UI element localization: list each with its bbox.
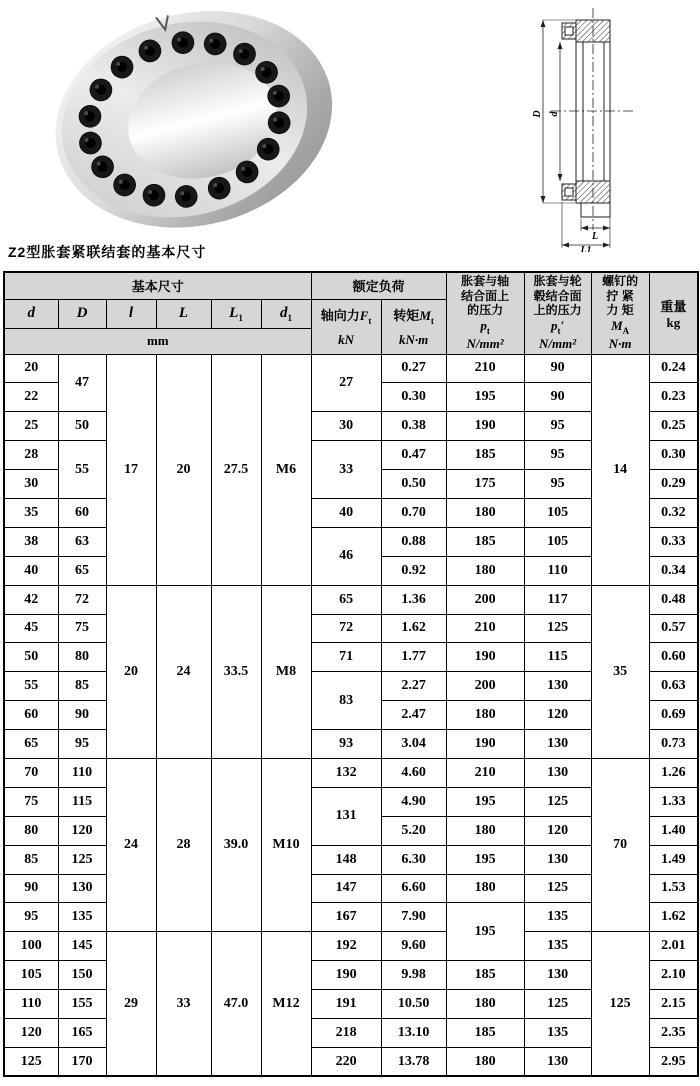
header-line: 轴向力 bbox=[320, 307, 360, 323]
symbol-ft: F bbox=[359, 307, 369, 323]
table-cell: 65 bbox=[58, 556, 106, 585]
table-cell: 0.33 bbox=[649, 527, 698, 556]
header-pressure-hub bbox=[524, 272, 591, 354]
table-cell: 9.98 bbox=[381, 961, 446, 990]
table-cell: 1.33 bbox=[649, 787, 698, 816]
dim-label-L1: L1 bbox=[580, 245, 592, 252]
table-cell: 110 bbox=[4, 990, 58, 1019]
table-cell: 1.62 bbox=[649, 903, 698, 932]
table-cell: 135 bbox=[58, 903, 106, 932]
table-cell: 0.48 bbox=[649, 585, 698, 614]
technical-drawing bbox=[505, 0, 697, 252]
page-title: Z2型胀套紧联结套的基本尺寸 bbox=[8, 244, 207, 260]
table-cell: 175 bbox=[446, 470, 524, 499]
table-cell: 35 bbox=[591, 585, 649, 758]
table-cell: 2.95 bbox=[649, 1047, 698, 1076]
table-cell: 210 bbox=[446, 354, 524, 383]
table-cell: 167 bbox=[311, 903, 381, 932]
table-cell: 13.78 bbox=[381, 1047, 446, 1076]
table-cell: 27.5 bbox=[211, 354, 261, 585]
table-cell: 220 bbox=[311, 1047, 381, 1076]
symbol-pt-prime: p bbox=[551, 317, 558, 333]
table-cell: 180 bbox=[446, 990, 524, 1019]
table-cell: 85 bbox=[4, 845, 58, 874]
table-cell: 50 bbox=[4, 643, 58, 672]
table-cell: 0.38 bbox=[381, 412, 446, 441]
table-cell: 190 bbox=[311, 961, 381, 990]
table-cell: 185 bbox=[446, 441, 524, 470]
table-cell: 191 bbox=[311, 990, 381, 1019]
table-cell: 60 bbox=[4, 701, 58, 730]
table-cell: 75 bbox=[58, 614, 106, 643]
table-cell: 47 bbox=[58, 354, 106, 412]
table-cell: 2.35 bbox=[649, 1018, 698, 1047]
header-pressure-shaft bbox=[446, 272, 524, 354]
unit-label: N/mm² bbox=[539, 336, 577, 352]
dim-label-L: L bbox=[591, 231, 599, 242]
table-cell: 90 bbox=[4, 874, 58, 903]
table-cell: 180 bbox=[446, 556, 524, 585]
table-cell: 75 bbox=[4, 787, 58, 816]
table-cell: 190 bbox=[446, 643, 524, 672]
table-cell: 210 bbox=[446, 758, 524, 787]
table-cell: 72 bbox=[58, 585, 106, 614]
table-cell: 130 bbox=[524, 672, 591, 701]
table-cell: 80 bbox=[58, 643, 106, 672]
table-cell: 47.0 bbox=[211, 932, 261, 1076]
table-cell: 65 bbox=[4, 730, 58, 759]
header-line: 螺钉的 bbox=[602, 274, 639, 289]
header-rated-load: 额定负荷 bbox=[311, 272, 446, 299]
table-cell: 13.10 bbox=[381, 1018, 446, 1047]
table-cell: 9.60 bbox=[381, 932, 446, 961]
table-cell: 0.70 bbox=[381, 498, 446, 527]
table-cell: 17 bbox=[106, 354, 156, 585]
table-cell: 105 bbox=[524, 498, 591, 527]
table-cell: 65 bbox=[311, 585, 381, 614]
table-cell: 130 bbox=[524, 758, 591, 787]
table-cell: 6.30 bbox=[381, 845, 446, 874]
table-cell: 33.5 bbox=[211, 585, 261, 758]
table-cell: 20 bbox=[156, 354, 211, 585]
table-cell: 95 bbox=[524, 441, 591, 470]
symbol-ma: M bbox=[611, 317, 623, 333]
table-cell: 22 bbox=[4, 383, 58, 412]
table-cell: 180 bbox=[446, 701, 524, 730]
table-cell: 218 bbox=[311, 1018, 381, 1047]
table-cell: 5.20 bbox=[381, 816, 446, 845]
table-cell: 0.23 bbox=[649, 383, 698, 412]
symbol-sub: 1 bbox=[238, 313, 243, 324]
table-cell: 20 bbox=[106, 585, 156, 758]
table-cell: 30 bbox=[311, 412, 381, 441]
table-cell: 0.34 bbox=[649, 556, 698, 585]
table-cell: 100 bbox=[4, 932, 58, 961]
table-cell: 24 bbox=[106, 758, 156, 931]
table-cell: 55 bbox=[4, 672, 58, 701]
table-row bbox=[4, 354, 698, 383]
table-cell: 7.90 bbox=[381, 903, 446, 932]
table-cell: 24 bbox=[156, 585, 211, 758]
table-cell: 150 bbox=[58, 961, 106, 990]
table-cell: 130 bbox=[524, 730, 591, 759]
table-cell: 33 bbox=[311, 441, 381, 499]
symbol-sub: t bbox=[430, 316, 434, 327]
table-cell: 55 bbox=[58, 441, 106, 499]
table-cell: 95 bbox=[524, 412, 591, 441]
symbol-sub: t bbox=[486, 326, 490, 337]
table-cell: 70 bbox=[591, 758, 649, 931]
dim-label-d: d bbox=[549, 111, 560, 117]
table-cell: M8 bbox=[261, 585, 311, 758]
table-cell: 0.27 bbox=[381, 354, 446, 383]
table-cell: 70 bbox=[4, 758, 58, 787]
table-cell: 185 bbox=[446, 961, 524, 990]
table-cell: 115 bbox=[58, 787, 106, 816]
table-cell: 33 bbox=[156, 932, 211, 1076]
table-cell: 39.0 bbox=[211, 758, 261, 931]
table-cell: 110 bbox=[524, 556, 591, 585]
table-cell: 120 bbox=[58, 816, 106, 845]
table-row bbox=[4, 585, 698, 614]
table-cell: 50 bbox=[58, 412, 106, 441]
header-axial-force bbox=[311, 299, 381, 354]
symbol-mt: M bbox=[419, 307, 431, 323]
table-cell: 2.01 bbox=[649, 932, 698, 961]
unit-label: N/mm² bbox=[466, 336, 504, 352]
table-cell: 80 bbox=[4, 816, 58, 845]
header-col-L: L bbox=[156, 299, 211, 328]
header-screw-torque bbox=[591, 272, 649, 354]
table-cell: 2.27 bbox=[381, 672, 446, 701]
table-cell: 125 bbox=[524, 787, 591, 816]
table-cell: 180 bbox=[446, 816, 524, 845]
spec-table bbox=[3, 271, 699, 1077]
table-cell: 115 bbox=[524, 643, 591, 672]
table-cell: 130 bbox=[524, 961, 591, 990]
table-cell: 2.10 bbox=[649, 961, 698, 990]
table-cell: 180 bbox=[446, 874, 524, 903]
table-cell: 85 bbox=[58, 672, 106, 701]
table-cell: 185 bbox=[446, 1018, 524, 1047]
table-cell: 0.88 bbox=[381, 527, 446, 556]
header-line: 胀套与轴 bbox=[461, 274, 510, 289]
table-cell: 1.62 bbox=[381, 614, 446, 643]
table-cell: 6.60 bbox=[381, 874, 446, 903]
table-cell: 40 bbox=[4, 556, 58, 585]
unit-label: kN bbox=[338, 332, 355, 348]
table-cell: 185 bbox=[446, 527, 524, 556]
table-cell: 195 bbox=[446, 383, 524, 412]
table-cell: 0.50 bbox=[381, 470, 446, 499]
symbol-L1: L bbox=[229, 304, 239, 321]
table-cell: 35 bbox=[4, 498, 58, 527]
table-cell: 180 bbox=[446, 1047, 524, 1076]
table-cell: 0.92 bbox=[381, 556, 446, 585]
header-torque bbox=[381, 299, 446, 354]
table-cell: 130 bbox=[58, 874, 106, 903]
header-unit-mm: mm bbox=[4, 328, 311, 354]
table-cell: 0.30 bbox=[381, 383, 446, 412]
unit-label: kg bbox=[666, 314, 681, 330]
table-cell: 0.60 bbox=[649, 643, 698, 672]
table-cell: M12 bbox=[261, 932, 311, 1076]
table-cell: 28 bbox=[4, 441, 58, 470]
table-cell: 117 bbox=[524, 585, 591, 614]
table-cell: 192 bbox=[311, 932, 381, 961]
symbol-sub: 1 bbox=[287, 313, 293, 324]
table-cell: 125 bbox=[524, 990, 591, 1019]
symbol-pt: p bbox=[480, 317, 487, 333]
table-cell: 105 bbox=[4, 961, 58, 990]
table-body bbox=[4, 354, 698, 1076]
table-cell: 0.73 bbox=[649, 730, 698, 759]
unit-label: N·m bbox=[608, 336, 632, 352]
table-cell: 165 bbox=[58, 1018, 106, 1047]
table-cell: 125 bbox=[58, 845, 106, 874]
table-cell: 71 bbox=[311, 643, 381, 672]
table-cell: 40 bbox=[311, 498, 381, 527]
table-cell: 3.04 bbox=[381, 730, 446, 759]
table-cell: 130 bbox=[524, 1047, 591, 1076]
header-col-l: l bbox=[106, 299, 156, 328]
header-line: 毂结合面 bbox=[533, 288, 582, 303]
table-cell: 120 bbox=[524, 816, 591, 845]
table-cell: 72 bbox=[311, 614, 381, 643]
symbol-sub: t bbox=[557, 326, 561, 337]
table-cell: 60 bbox=[58, 498, 106, 527]
table-cell: 1.40 bbox=[649, 816, 698, 845]
header-line: 拧 紧 bbox=[606, 288, 634, 303]
table-cell: 148 bbox=[311, 845, 381, 874]
table-cell: 0.47 bbox=[381, 441, 446, 470]
table-cell: 0.63 bbox=[649, 672, 698, 701]
table-cell: 95 bbox=[4, 903, 58, 932]
table-cell: 130 bbox=[524, 845, 591, 874]
table-cell: 25 bbox=[4, 412, 58, 441]
table-cell: 4.60 bbox=[381, 758, 446, 787]
table-cell: 200 bbox=[446, 585, 524, 614]
table-cell: 1.49 bbox=[649, 845, 698, 874]
table-cell: 63 bbox=[58, 527, 106, 556]
table-cell: 180 bbox=[446, 498, 524, 527]
table-cell: 93 bbox=[311, 730, 381, 759]
table-cell: M10 bbox=[261, 758, 311, 931]
header-line: 重量 bbox=[660, 298, 687, 314]
table-cell: 38 bbox=[4, 527, 58, 556]
table-cell: 200 bbox=[446, 672, 524, 701]
table-cell: 0.32 bbox=[649, 498, 698, 527]
table-cell: 20 bbox=[4, 354, 58, 383]
dim-label-D: D bbox=[532, 110, 543, 118]
table-cell: 90 bbox=[524, 354, 591, 383]
header-basic-dims: 基本尺寸 bbox=[4, 272, 311, 299]
table-cell: 120 bbox=[4, 1018, 58, 1047]
symbol-prime: ′ bbox=[560, 317, 565, 333]
table-cell: 83 bbox=[311, 672, 381, 730]
table-cell: 147 bbox=[311, 874, 381, 903]
table-cell: 135 bbox=[524, 932, 591, 961]
table-cell: 46 bbox=[311, 527, 381, 585]
table-cell: 125 bbox=[4, 1047, 58, 1076]
header-line: 力 矩 bbox=[606, 302, 634, 317]
symbol-sub: t bbox=[368, 316, 372, 327]
table-row bbox=[4, 932, 698, 961]
header-line: 转矩 bbox=[393, 307, 420, 323]
table-cell: 125 bbox=[524, 874, 591, 903]
table-row bbox=[4, 758, 698, 787]
table-cell: 195 bbox=[446, 787, 524, 816]
table-cell: 125 bbox=[524, 614, 591, 643]
table-cell: M6 bbox=[261, 354, 311, 585]
table-cell: 145 bbox=[58, 932, 106, 961]
table-cell: 28 bbox=[156, 758, 211, 931]
symbol-sub: A bbox=[622, 326, 630, 337]
table-cell: 2.15 bbox=[649, 990, 698, 1019]
table-cell: 90 bbox=[524, 383, 591, 412]
header-line: 上的压力 bbox=[533, 302, 582, 317]
header-line: 的压力 bbox=[467, 302, 504, 317]
table-cell: 210 bbox=[446, 614, 524, 643]
section-drawing bbox=[505, 0, 697, 252]
table-cell: 170 bbox=[58, 1047, 106, 1076]
product-photo bbox=[22, 6, 342, 238]
table-cell: 120 bbox=[524, 701, 591, 730]
header-col-L1 bbox=[211, 299, 261, 328]
table-cell: 190 bbox=[446, 730, 524, 759]
table-cell: 1.26 bbox=[649, 758, 698, 787]
table-cell: 0.24 bbox=[649, 354, 698, 383]
table-cell: 90 bbox=[58, 701, 106, 730]
expansion-sleeve-photo bbox=[22, 6, 342, 238]
table-cell: 0.69 bbox=[649, 701, 698, 730]
header-col-d1 bbox=[261, 299, 311, 328]
table-cell: 0.29 bbox=[649, 470, 698, 499]
table-cell: 14 bbox=[591, 354, 649, 585]
table-cell: 125 bbox=[591, 932, 649, 1076]
table-cell: 0.25 bbox=[649, 412, 698, 441]
table-cell: 135 bbox=[524, 903, 591, 932]
header-line: 胀套与轮 bbox=[533, 274, 582, 289]
table-cell: 45 bbox=[4, 614, 58, 643]
table-cell: 190 bbox=[446, 412, 524, 441]
table-cell: 4.90 bbox=[381, 787, 446, 816]
table-cell: 42 bbox=[4, 585, 58, 614]
header-weight bbox=[649, 272, 698, 354]
table-cell: 0.30 bbox=[649, 441, 698, 470]
header-col-d: d bbox=[4, 299, 58, 328]
header-line: 结合面上 bbox=[461, 288, 510, 303]
table-cell: 27 bbox=[311, 354, 381, 412]
table-cell: 95 bbox=[524, 470, 591, 499]
table-cell: 30 bbox=[4, 470, 58, 499]
table-cell: 1.36 bbox=[381, 585, 446, 614]
table-cell: 110 bbox=[58, 758, 106, 787]
unit-label: kN·m bbox=[398, 332, 429, 348]
table-cell: 29 bbox=[106, 932, 156, 1076]
header-col-D: D bbox=[58, 299, 106, 328]
symbol-d1: d bbox=[280, 304, 288, 321]
table-cell: 10.50 bbox=[381, 990, 446, 1019]
table-cell: 1.77 bbox=[381, 643, 446, 672]
table-cell: 195 bbox=[446, 903, 524, 961]
table-cell: 155 bbox=[58, 990, 106, 1019]
table-cell: 1.53 bbox=[649, 874, 698, 903]
table-cell: 105 bbox=[524, 527, 591, 556]
table-cell: 2.47 bbox=[381, 701, 446, 730]
table-header bbox=[4, 272, 698, 354]
table-cell: 0.57 bbox=[649, 614, 698, 643]
table-cell: 95 bbox=[58, 730, 106, 759]
table-cell: 131 bbox=[311, 787, 381, 845]
table-cell: 132 bbox=[311, 758, 381, 787]
table-cell: 195 bbox=[446, 845, 524, 874]
table-cell: 135 bbox=[524, 1018, 591, 1047]
